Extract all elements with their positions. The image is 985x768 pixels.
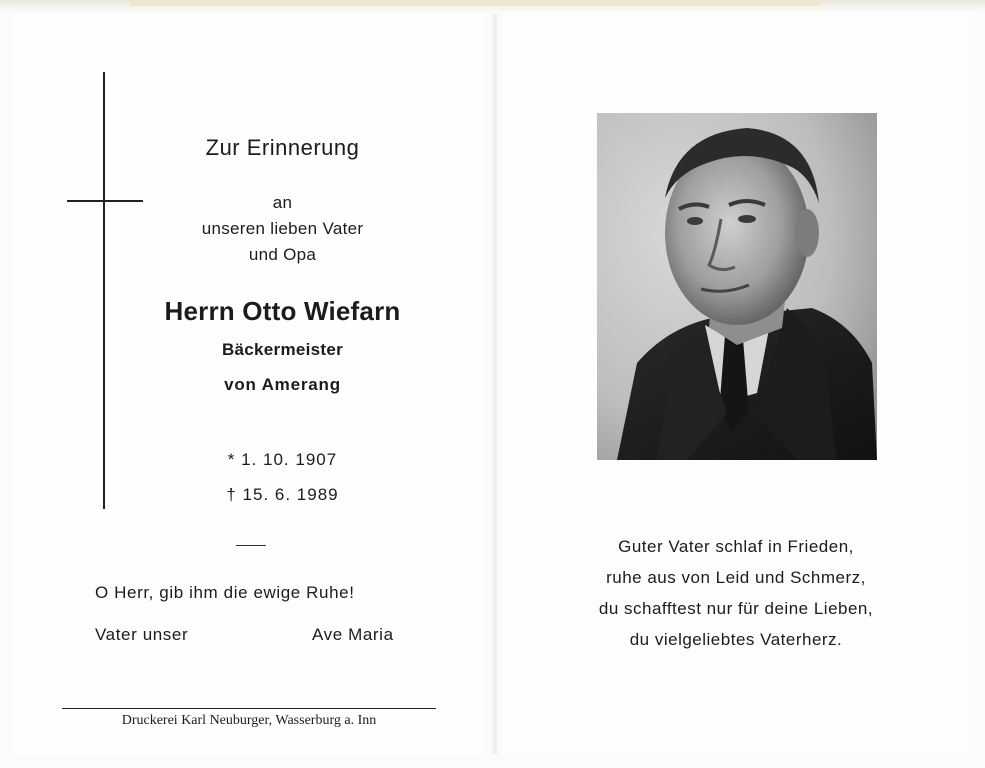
prayer-vater-unser: Vater unser: [95, 625, 189, 644]
line-vater: unseren lieben Vater: [201, 219, 364, 238]
divider-dash: [236, 545, 266, 546]
deceased-name: Herrn Otto Wiefarn: [164, 296, 401, 326]
portrait-photo: [597, 113, 877, 460]
poem-line: du vielgeliebtes Vaterherz.: [629, 630, 843, 649]
poem-line: ruhe aus von Leid und Schmerz,: [606, 568, 866, 587]
poem-line: du schafftest nur für deine Lieben,: [598, 599, 874, 618]
paper-top-edge: [0, 0, 985, 12]
cross-icon-vertical: [103, 72, 105, 509]
death-date: † 15. 6. 1989: [226, 485, 339, 504]
line-an: an: [272, 193, 293, 212]
heading: Zur Erinnerung: [205, 135, 360, 160]
paper-tint: [130, 0, 820, 6]
birth-date: * 1. 10. 1907: [227, 450, 338, 469]
printer-credit: Druckerei Karl Neuburger, Wasserburg a. Inn: [121, 713, 377, 728]
poem-line: Guter Vater schlaf in Frieden,: [618, 537, 854, 556]
hometown: von Amerang: [224, 375, 341, 394]
occupation: Bäckermeister: [221, 340, 344, 359]
prayer-line: O Herr, gib ihm die ewige Ruhe!: [95, 583, 355, 602]
line-opa: und Opa: [248, 245, 317, 264]
prayer-ave-maria: Ave Maria: [312, 625, 394, 644]
card-fold: [492, 14, 498, 754]
footer-rule: [62, 708, 436, 709]
